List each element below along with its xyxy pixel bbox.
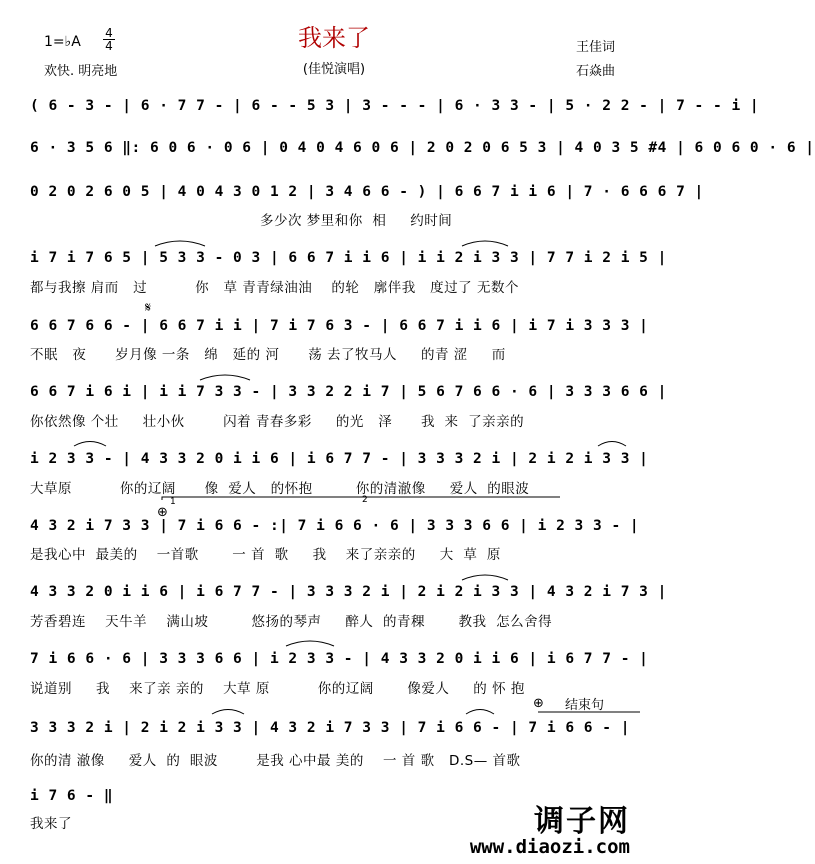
notation-line-11: 3 3 3 2 i | 2 i 2 i 3 3 | 4 3 2 i 7 3 3 | 7 i 6 6 - | 7 i 6 6 - |	[30, 720, 630, 736]
notation-line-4: i 7 i 7 6 5 | 5 3 3 - 0 3 | 6 6 7 i i 6 | i i 2 i 3 3 | 7 7 i 2 i 5 |	[30, 250, 667, 266]
end-section-label: 结束句	[565, 698, 605, 713]
notation-line-3: 0 2 0 2 6 0 5 | 4 0 4 3 0 1 2 | 3 4 6 6 - ) | 6 6 7 i i 6 | 7 · 6 6 6 7 |	[30, 184, 704, 200]
slur	[466, 710, 494, 715]
lyric-line-11: 你的清 澈像 爱人 的 眼波 是我 心中最 美的 一 首 歌 D.S— 首歌	[30, 753, 521, 769]
notation-line-6: 6 6 7 i 6 i | i i 7 3 3 - | 3 3 2 2 i 7 | 5 6 7 6 6 · 6 | 3 3 3 6 6 |	[30, 384, 667, 400]
time-bottom: 4	[103, 39, 115, 52]
lyric-line-3: 多少次 梦里和你 相 约时间	[30, 213, 453, 229]
slur	[598, 442, 626, 447]
site-watermark	[469, 804, 630, 859]
notation-line-2: 6 · 3 5 6 ‖: 6 0 6 · 0 6 | 0 4 0 4 6 0 6 | 2 0 2 0 6 5 3 | 4 0 3 5 #4 | 6 0 6 0 · 6 |	[30, 140, 815, 156]
lyricist-credit: 王佳词	[576, 40, 616, 55]
coda-mark-2: ⊕	[533, 696, 544, 711]
lyric-line-12: 我来了	[30, 816, 72, 832]
slur	[286, 641, 334, 646]
slur	[200, 375, 250, 380]
slur	[462, 241, 508, 246]
notation-line-9: 4 3 3 2 0 i i 6 | i 6 7 7 - | 3 3 3 2 i | 2 i 2 i 3 3 | 4 3 2 i 7 3 |	[30, 584, 667, 600]
composer-credit: 石焱曲	[576, 64, 616, 79]
coda-mark-1: ⊕	[157, 505, 168, 520]
segno-mark: 𝄋	[145, 300, 152, 316]
slur	[462, 575, 508, 580]
lyric-line-4: 都与我擦 肩而 过 你 草 青青绿油油 的轮 廓伴我 度过了 无数个	[30, 280, 519, 296]
watermark-site-url: www.diaozi.com	[469, 836, 630, 859]
ending-1-bracket	[162, 497, 365, 500]
notation-line-12: i 7 6 - ‖	[30, 788, 114, 804]
performer-credit: (佳悦演唱)	[302, 62, 366, 77]
lyric-line-6: 你依然像 个壮 壮小伙 闪着 青春多彩 的光 泽 我 来 了亲亲的	[30, 414, 525, 430]
lyric-line-7: 大草原 你的辽阔 像 爱人 的怀抱 你的清澈像 爱人 的眼波	[30, 481, 530, 497]
slur	[155, 241, 205, 246]
lyric-line-8: 是我心中 最美的 一首歌 一 首 歌 我 来了亲亲的 大 草 原	[30, 547, 501, 563]
song-title: 我来了	[298, 24, 370, 52]
lyric-line-10: 说道别 我 来了亲 亲的 大草 原 你的辽阔 像爱人 的 怀 抱	[30, 681, 525, 697]
notation-line-1: ( 6 - 3 - | 6 · 7 7 - | 6 - - 5 3 | 3 - - - | 6 · 3 3 - | 5 · 2 2 - | 7 - - i |	[30, 98, 760, 114]
key-text: 1=♭A	[44, 34, 81, 50]
lyric-line-9: 芳香碧连 天牛羊 满山坡 悠扬的琴声 醉人 的青稞 教我 怎么舍得	[30, 614, 553, 630]
ending-2-label: 2	[362, 495, 368, 505]
tempo-marking: 欢快. 明亮地	[44, 64, 118, 79]
notation-line-7: i 2 3 3 - | 4 3 3 2 0 i i 6 | i 6 7 7 - | 3 3 3 2 i | 2 i 2 i 3 3 |	[30, 451, 649, 467]
ending-1-label: 1	[170, 497, 176, 507]
slur	[74, 442, 106, 447]
notation-line-5: 6 6 7 6 6 - | 6 6 7 i i | 7 i 7 6 3 - | 6 6 7 i i 6 | i 7 i 3 3 3 |	[30, 318, 649, 334]
watermark-site-name: 调子网	[534, 804, 630, 840]
time-top: 4	[105, 26, 113, 40]
lyric-line-5: 不眠 夜 岁月像 一条 绵 延的 河 荡 去了牧马人 的青 涩 而	[30, 347, 506, 363]
notation-line-8: 4 3 2 i 7 3 3 | 7 i 6 6 - :| 7 i 6 6 · 6 | 3 3 3 6 6 | i 2 3 3 - |	[30, 518, 640, 534]
notation-line-10: 7 i 6 6 · 6 | 3 3 3 6 6 | i 2 3 3 - | 4 3 3 2 0 i i 6 | i 6 7 7 - |	[30, 651, 649, 667]
slur	[212, 710, 244, 715]
